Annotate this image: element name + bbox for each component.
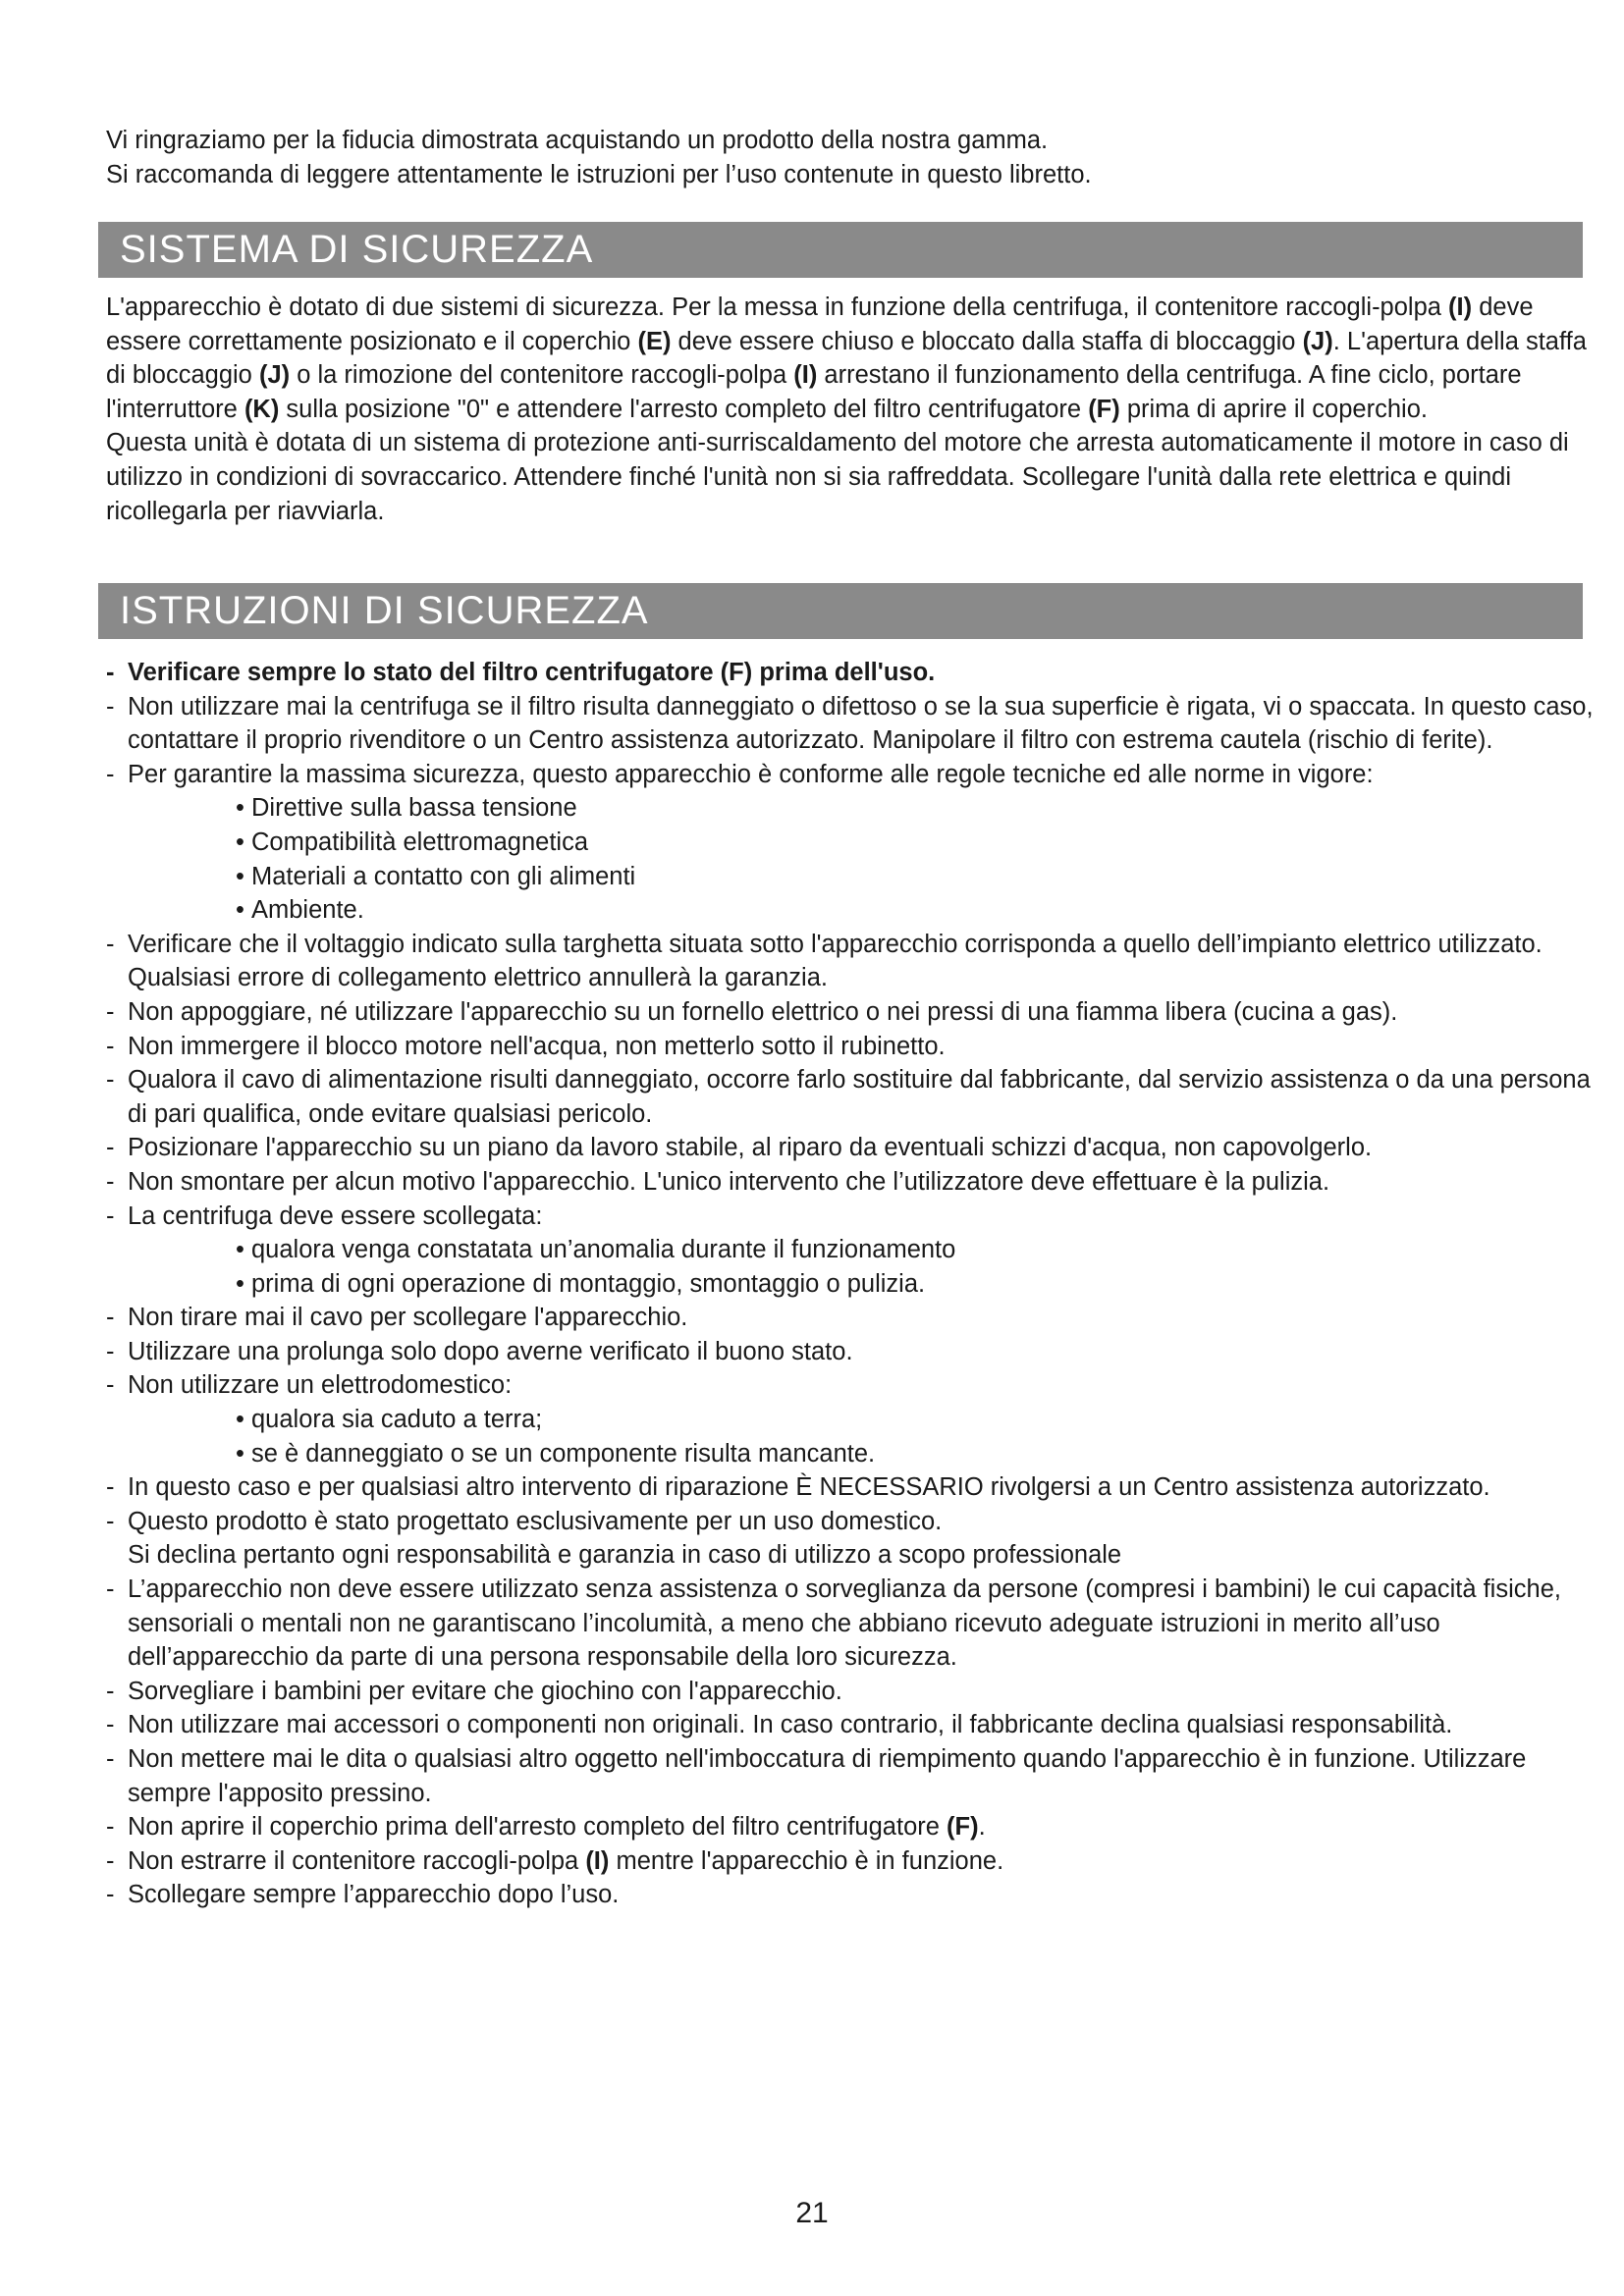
text-run: sulla posizione "0" e attendere l'arresto completo del filtro centrifugatore — [279, 395, 1089, 423]
item-text: Non smontare per alcun motivo l'apparecchio. L'unico intervento che l’utilizzatore deve effettuare è la pulizia. — [128, 1167, 1330, 1196]
item-text: Si declina pertanto ogni responsabilità e garanzia in caso di utilizzo a scopo professionale — [128, 1541, 1122, 1570]
part-ref: (I) — [585, 1846, 610, 1875]
list-item — [106, 1470, 1597, 1505]
item-text: Sorvegliare i bambini per evitare che giochino con l'apparecchio. — [128, 1677, 842, 1705]
list-item — [106, 1742, 1597, 1810]
dash: - — [106, 760, 115, 788]
item-text: Per garantire la massima sicurezza, questo apparecchio è conforme alle regole tecniche ed alle norme in vigore: — [128, 760, 1374, 788]
list-item — [106, 1030, 1597, 1064]
dash: - — [106, 1881, 115, 1909]
text-run: arrestano il funzionamento della centrifuga. A fine ciclo, portare l'interruttore — [106, 361, 1522, 423]
dash: - — [106, 1337, 115, 1365]
dash: - — [106, 1032, 115, 1060]
item-text: Questo prodotto è stato progettato esclusivamente per un uso domestico. — [128, 1507, 943, 1535]
bullet-item — [106, 1233, 1597, 1267]
section-heading-sistema-di-sicurezza: SISTEMA DI SICUREZZA — [98, 222, 1583, 278]
bullet-icon: • — [236, 1439, 244, 1468]
list-item — [106, 758, 1597, 792]
list-item — [106, 928, 1597, 995]
section-heading-istruzioni-di-sicurezza: ISTRUZIONI DI SICUREZZA — [98, 583, 1583, 639]
disconnect-bullet-list — [106, 1233, 1597, 1301]
item-text: Non immergere il blocco motore nell'acqua, non metterlo sotto il rubinetto. — [128, 1032, 946, 1060]
item-text: Non mettere mai le dita o qualsiasi altro oggetto nell'imboccatura di riempimento quando l'apparecchio è in funzione. Utilizzare sempre l'apposito pressino. — [128, 1745, 1527, 1807]
dash: - — [106, 997, 115, 1026]
part-ref: (J) — [258, 361, 291, 390]
bullet-text: Direttive sulla bassa tensione — [251, 794, 577, 823]
item-text: Non estrarre il contenitore raccogli-polpa — [128, 1846, 586, 1875]
list-item — [106, 1165, 1597, 1200]
item-text: Non utilizzare mai accessori o componenti non originali. In caso contrario, il fabbricante declina qualsiasi responsabilità. — [128, 1711, 1453, 1739]
list-item — [106, 1844, 1597, 1879]
dash: - — [106, 930, 115, 958]
list-item — [106, 1708, 1597, 1742]
item-text: Non appoggiare, né utilizzare l'apparecchio su un fornello elettrico o nei pressi di una fiamma libera (cucina a gas). — [128, 997, 1398, 1026]
bullet-text: qualora sia caduto a terra; — [251, 1406, 543, 1434]
bullet-item — [106, 1437, 1597, 1471]
dash: - — [106, 1304, 115, 1332]
list-item — [106, 1200, 1597, 1234]
list-item — [106, 1335, 1597, 1369]
intro-text — [106, 124, 1597, 192]
text-run: o la rimozione del contenitore raccogli-polpa — [290, 361, 794, 390]
list-item — [106, 1301, 1597, 1335]
bullet-text: se è danneggiato o se un componente risulta mancante. — [251, 1439, 876, 1468]
list-item — [106, 995, 1597, 1030]
bullet-icon: • — [236, 1236, 244, 1264]
dash: - — [106, 1677, 115, 1705]
item-text: Non utilizzare mai la centrifuga se il filtro risulta danneggiato o difettoso o se la sua superficie è rigata, vi o spaccata. In questo caso, contattare il proprio rivenditore o un Centro assistenza autorizzato. Manipolare il filtro con estrema cautela (rischio di ferite). — [128, 692, 1594, 755]
list-item — [106, 1505, 1597, 1573]
bullet-item — [106, 1403, 1597, 1437]
item-text: . — [978, 1813, 986, 1842]
part-ref: (I) — [1448, 294, 1473, 321]
dash: - — [106, 1711, 115, 1739]
item-text: In questo caso e per qualsiasi altro intervento di riparazione È NECESSARIO rivolgersi a un Centro assistenza autorizzato. — [128, 1473, 1490, 1502]
part-ref: (F) — [947, 1813, 979, 1842]
bullet-item — [106, 791, 1597, 826]
dash: - — [106, 1201, 115, 1230]
item-text: Utilizzare una prolunga solo dopo averne verificato il buono stato. — [128, 1337, 853, 1365]
item-text: Posizionare l'apparecchio su un piano da lavoro stabile, al riparo da eventuali schizzi d'acqua, non capovolgerlo. — [128, 1134, 1373, 1162]
list-item — [106, 1063, 1597, 1131]
item-text: Non aprire il coperchio prima dell'arresto completo del filtro centrifugatore — [128, 1813, 947, 1842]
item-text: Verificare che il voltaggio indicato sulla targhetta situata sotto l'apparecchio corrisponda a quello dell’impianto elettrico utilizzato. Qualsiasi errore di collegamento elettrico annullerà la garanzia. — [128, 930, 1543, 992]
bullet-icon: • — [236, 1269, 244, 1298]
dash: - — [106, 1813, 115, 1842]
bullet-text: Materiali a contatto con gli alimenti — [251, 862, 636, 890]
intro-line-1: Vi ringraziamo per la fiducia dimostrata acquistando un prodotto della nostra gamma. — [106, 127, 1049, 154]
appliance-bullet-list — [106, 1403, 1597, 1470]
dash: - — [106, 1846, 115, 1875]
list-item — [106, 1368, 1597, 1403]
bullet-icon: • — [236, 896, 244, 925]
bullet-item — [106, 893, 1597, 928]
bullet-icon: • — [236, 1406, 244, 1434]
dash: - — [106, 1134, 115, 1162]
item-text: mentre l'apparecchio è in funzione. — [609, 1846, 1004, 1875]
list-item — [106, 1573, 1597, 1675]
dash: - — [106, 659, 115, 686]
list-item — [106, 690, 1597, 758]
bullet-text: qualora venga constatata un’anomalia durante il funzionamento — [251, 1236, 956, 1264]
sistema-di-sicurezza-body — [106, 291, 1597, 528]
item-text: Scollegare sempre l’apparecchio dopo l’uso. — [128, 1881, 620, 1909]
bullet-item — [106, 826, 1597, 860]
part-ref: (I) — [793, 361, 818, 390]
norms-bullet-list — [106, 791, 1597, 927]
part-ref: (J) — [1302, 327, 1333, 355]
item-text: Verificare sempre lo stato del filtro centrifugatore (F) prima dell'uso. — [128, 659, 936, 686]
bullet-text: prima di ogni operazione di montaggio, smontaggio o pulizia. — [251, 1269, 926, 1298]
text-run: L'apparecchio è dotato di due sistemi di sicurezza. Per la messa in funzione della centrifuga, il contenitore raccogli-polpa — [106, 294, 1449, 321]
dash: - — [106, 1745, 115, 1773]
text-run: deve essere chiuso e bloccato dalla staffa di bloccaggio — [671, 327, 1303, 355]
item-text: Qualora il cavo di alimentazione risulti danneggiato, occorre farlo sostituire dal fabbricante, dal servizio assistenza o da una persona di pari qualifica, onde evitare qualsiasi pericolo. — [128, 1066, 1591, 1128]
sistema-paragraph-2: Questa unità è dotata di un sistema di protezione anti-surriscaldamento del motore che arresta automaticamente il motore in caso di utilizzo in condizioni di sovraccarico. Attendere finché l'unità non si sia raffreddata. Scollegare l'unità dalla rete elettrica e quindi ricollegarla per riavviarla. — [106, 429, 1569, 525]
text-run: . L'apertura della staffa di bloccaggio — [106, 327, 1587, 390]
list-item — [106, 1810, 1597, 1844]
item-text: L’apparecchio non deve essere utilizzato senza assistenza o sorveglianza da persone (compresi i bambini) le cui capacità fisiche, sensoriali o mentali non ne garantiscano l’incolumità, a meno che abbiano ricevuto adeguate istruzioni in merito all’uso dell’apparecchio da parte di una persona responsabile della loro sicurezza. — [128, 1575, 1561, 1672]
bullet-icon: • — [236, 828, 244, 856]
item-text: Non tirare mai il cavo per scollegare l'apparecchio. — [128, 1304, 688, 1332]
bullet-icon: • — [236, 862, 244, 890]
item-text: Non utilizzare un elettrodomestico: — [128, 1371, 513, 1400]
page-number: 21 — [795, 2197, 829, 2229]
bullet-item — [106, 860, 1597, 894]
item-text: La centrifuga deve essere scollegata: — [128, 1201, 543, 1230]
dash: - — [106, 1066, 115, 1095]
text-run: prima di aprire il coperchio. — [1119, 395, 1428, 423]
list-item — [106, 1131, 1597, 1165]
dash: - — [106, 692, 115, 721]
istruzioni-di-sicurezza-list — [106, 656, 1597, 1912]
intro-line-2: Si raccomanda di leggere attentamente le istruzioni per l’uso contenute in questo libretto. — [106, 161, 1092, 188]
list-item — [106, 1878, 1597, 1912]
part-ref: (F) — [1088, 395, 1120, 423]
part-ref: (K) — [244, 395, 280, 423]
dash: - — [106, 1371, 115, 1400]
dash: - — [106, 1507, 115, 1535]
bullet-icon: • — [236, 794, 244, 823]
list-item — [106, 1675, 1597, 1709]
dash: - — [106, 1575, 115, 1604]
list-item — [106, 656, 1597, 690]
part-ref: (E) — [637, 327, 672, 355]
bullet-text: Compatibilità elettromagnetica — [251, 828, 589, 856]
dash: - — [106, 1167, 115, 1196]
sistema-paragraph-1 — [106, 291, 1597, 426]
dash: - — [106, 1473, 115, 1502]
text-run: deve essere correttamente posizionato e il coperchio — [106, 294, 1534, 355]
bullet-item — [106, 1267, 1597, 1302]
bullet-text: Ambiente. — [251, 896, 364, 925]
